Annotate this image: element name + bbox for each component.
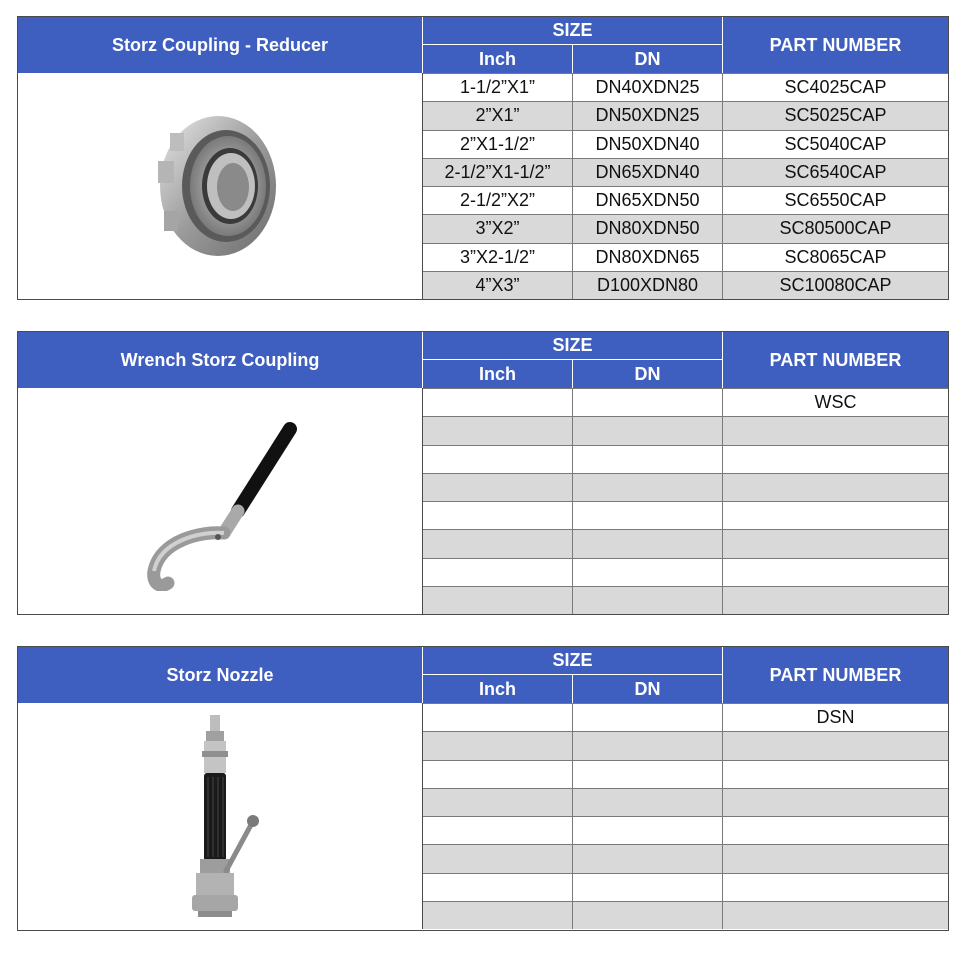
table-row — [423, 186, 948, 214]
inch-cell: 4”X3” — [423, 272, 573, 299]
part-number-cell — [723, 417, 948, 444]
table-row — [423, 243, 948, 271]
inch-cell — [423, 789, 573, 816]
part-number-cell — [723, 446, 948, 473]
inch-cell — [423, 874, 573, 901]
part-number-cell: SC5025CAP — [784, 105, 887, 126]
inch-cell: 3”X2-1/2” — [423, 244, 573, 271]
inch-cell: 2”X1” — [423, 102, 573, 129]
part-number-cell — [723, 502, 948, 529]
part-number-cell: SC80500CAP — [779, 218, 892, 239]
part-number-cell — [723, 761, 948, 788]
part-number-cell — [723, 874, 948, 901]
dn-cell — [573, 902, 723, 929]
dn-cell — [573, 587, 723, 614]
dn-cell — [573, 446, 723, 473]
part-number-cell — [723, 530, 948, 557]
size-header: SIZE — [423, 17, 723, 45]
part-number-header: PART NUMBER — [723, 647, 948, 703]
dn-cell — [573, 732, 723, 759]
part-number-cell — [723, 817, 948, 844]
table-row — [423, 760, 948, 788]
part-number-header: PART NUMBER — [723, 17, 948, 73]
inch-cell — [423, 389, 573, 416]
table-row — [423, 214, 948, 242]
table-body — [423, 73, 948, 299]
table-wrench-storz-coupling — [17, 331, 949, 615]
inch-header: Inch — [423, 675, 573, 703]
dn-cell — [573, 874, 723, 901]
table-title: Wrench Storz Coupling — [18, 332, 423, 388]
dn-cell — [573, 761, 723, 788]
dn-cell — [573, 789, 723, 816]
table-row — [423, 73, 948, 101]
dn-cell: DN80XDN65 — [573, 244, 723, 271]
dn-cell — [573, 704, 723, 731]
inch-header: Inch — [423, 45, 573, 73]
table-row — [423, 271, 948, 299]
table-row — [423, 901, 948, 929]
table-row — [423, 731, 948, 759]
dn-header: DN — [573, 360, 723, 388]
part-number-cell: SC5040CAP — [784, 133, 887, 154]
table-body — [423, 388, 948, 614]
part-number-cell: SC6550CAP — [784, 190, 887, 211]
table-row — [423, 788, 948, 816]
storz-coupling-reducer-image — [150, 111, 290, 261]
size-header: SIZE — [423, 332, 723, 360]
part-number-cell — [723, 474, 948, 501]
table-row — [423, 158, 948, 186]
dn-cell: DN50XDN40 — [573, 131, 723, 158]
inch-cell — [423, 587, 573, 614]
part-number-cell — [723, 559, 948, 586]
part-number-cell — [723, 732, 948, 759]
product-image-cell — [18, 703, 423, 929]
table-row — [423, 473, 948, 501]
table-row — [423, 101, 948, 129]
inch-cell — [423, 474, 573, 501]
dn-cell: DN40XDN25 — [573, 74, 723, 101]
part-number-cell — [723, 587, 948, 614]
dn-cell: DN65XDN50 — [573, 187, 723, 214]
part-number-cell — [723, 789, 948, 816]
inch-cell — [423, 559, 573, 586]
wrench-image — [120, 411, 320, 591]
dn-cell — [573, 474, 723, 501]
inch-cell — [423, 845, 573, 872]
inch-cell — [423, 530, 573, 557]
dn-cell — [573, 389, 723, 416]
table-header — [18, 332, 948, 388]
dn-cell — [573, 417, 723, 444]
inch-cell — [423, 761, 573, 788]
table-body — [423, 703, 948, 929]
table-header — [18, 17, 948, 73]
part-number-cell: WSC — [814, 392, 857, 413]
part-number-header: PART NUMBER — [723, 332, 948, 388]
table-row — [423, 703, 948, 731]
table-row — [423, 844, 948, 872]
dn-cell — [573, 502, 723, 529]
table-row — [423, 873, 948, 901]
part-number-cell: SC8065CAP — [784, 246, 887, 267]
dn-cell — [573, 817, 723, 844]
part-number-cell: SC6540CAP — [784, 161, 887, 182]
table-title: Storz Nozzle — [18, 647, 423, 703]
inch-cell: 2-1/2”X1-1/2” — [423, 159, 573, 186]
part-number-cell — [723, 845, 948, 872]
nozzle-image — [160, 711, 280, 921]
dn-cell — [573, 559, 723, 586]
table-row — [423, 388, 948, 416]
inch-cell: 2-1/2”X2” — [423, 187, 573, 214]
part-number-cell: DSN — [816, 707, 855, 728]
table-row — [423, 130, 948, 158]
inch-cell — [423, 704, 573, 731]
table-row — [423, 586, 948, 614]
table-row — [423, 416, 948, 444]
dn-header: DN — [573, 675, 723, 703]
dn-cell: DN50XDN25 — [573, 102, 723, 129]
table-storz-coupling-reducer — [17, 16, 949, 300]
inch-cell — [423, 417, 573, 444]
inch-cell — [423, 902, 573, 929]
dn-header: DN — [573, 45, 723, 73]
inch-header: Inch — [423, 360, 573, 388]
dn-cell: DN65XDN40 — [573, 159, 723, 186]
part-number-cell — [723, 902, 948, 929]
table-title: Storz Coupling - Reducer — [18, 17, 423, 73]
part-number-cell: SC4025CAP — [784, 77, 887, 98]
inch-cell: 3”X2” — [423, 215, 573, 242]
product-image-cell — [18, 388, 423, 614]
inch-cell — [423, 817, 573, 844]
dn-cell — [573, 530, 723, 557]
table-row — [423, 445, 948, 473]
table-row — [423, 529, 948, 557]
table-header — [18, 647, 948, 703]
size-header: SIZE — [423, 647, 723, 675]
table-row — [423, 816, 948, 844]
dn-cell: D100XDN80 — [573, 272, 723, 299]
inch-cell: 1-1/2”X1” — [423, 74, 573, 101]
table-row — [423, 501, 948, 529]
inch-cell: 2”X1-1/2” — [423, 131, 573, 158]
product-image-cell — [18, 73, 423, 299]
table-row — [423, 558, 948, 586]
part-number-cell: SC10080CAP — [779, 274, 892, 295]
inch-cell — [423, 732, 573, 759]
dn-cell: DN80XDN50 — [573, 215, 723, 242]
inch-cell — [423, 502, 573, 529]
inch-cell — [423, 446, 573, 473]
dn-cell — [573, 845, 723, 872]
table-storz-nozzle — [17, 646, 949, 931]
